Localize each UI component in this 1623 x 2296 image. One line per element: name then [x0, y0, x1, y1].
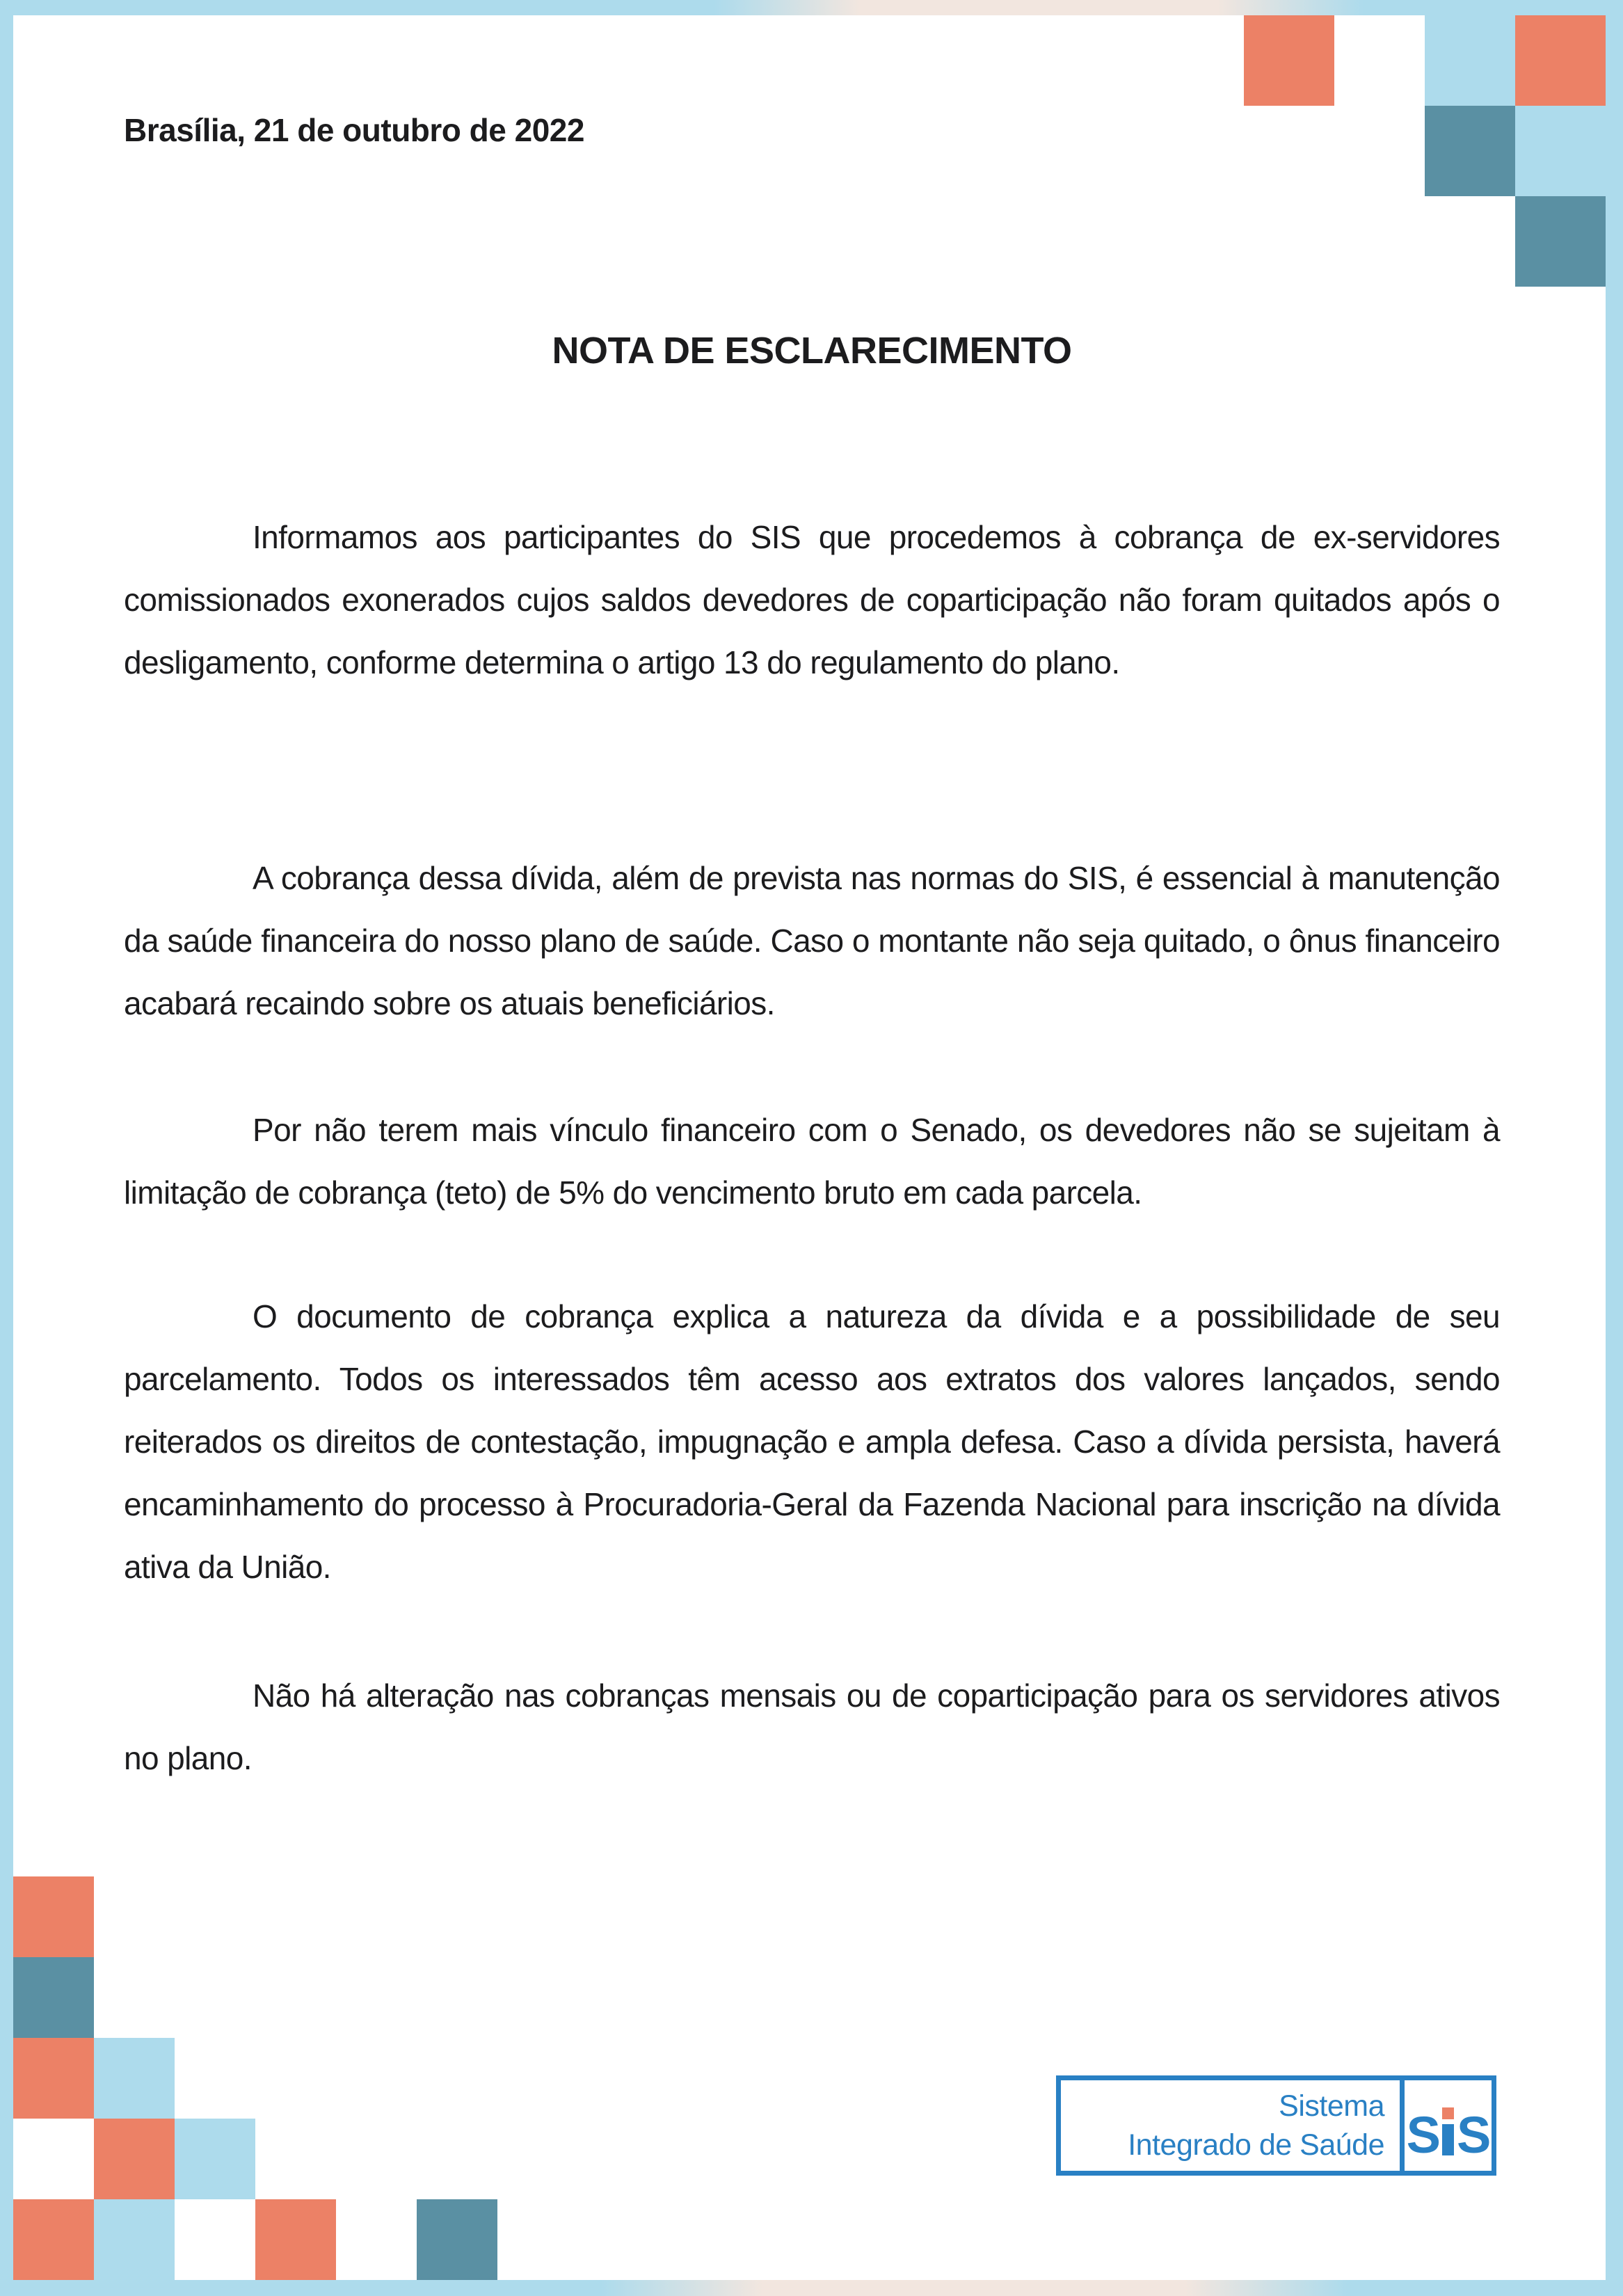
logo-divider [1400, 2080, 1405, 2171]
paragraph-5: Não há alteração nas cobranças mensais ou de coparticipação para os servidores ativos no plano. [124, 1677, 1500, 1776]
page-border-top [0, 0, 1623, 15]
page-title: NOTA DE ESCLARECIMENTO [552, 330, 1072, 372]
decor-square-light_blue [1425, 15, 1515, 106]
decor-square-orange [1515, 15, 1606, 106]
paragraph-2: A cobrança dessa dívida, além de prevista nas normas do SIS, é essencial à manutenção da saúde financeira do nosso plano de saúde. Caso o montante não seja quitado, o ônus financeiro acabará recaindo sobre os atuais beneficiários. [124, 860, 1500, 1021]
decor-square-teal [1425, 106, 1515, 196]
decor-square-light_blue [1515, 106, 1606, 196]
sis-i-glyph [1442, 2107, 1454, 2155]
logo-brand-text [1061, 2080, 1400, 2171]
decor-square-orange [1244, 15, 1334, 106]
sis-logo [1056, 2075, 1496, 2176]
logo-brand-line2: Integrado de Saúde [1128, 2128, 1384, 2162]
decor-square-light_blue [175, 2119, 255, 2199]
decor-square-orange [13, 2038, 94, 2119]
decor-square-orange [255, 2199, 336, 2280]
sis-letter-s-left: S [1406, 2106, 1439, 2165]
paragraph-1: Informamos aos participantes do SIS que procedemos à cobrança de ex-servidores comissionados exonerados cujos saldos devedores de coparticipação não foram quitados após o desligamento, conforme determina o artigo 13 do regulamento do plano. [124, 519, 1500, 680]
sis-letter-s-right: S [1457, 2106, 1490, 2165]
date-line: Brasília, 21 de outubro de 2022 [124, 112, 584, 148]
logo-brand-line1: Sistema [1279, 2089, 1384, 2123]
decor-squares-top-right [1244, 15, 1606, 287]
page-border-left [0, 0, 13, 2296]
sis-acronym [1405, 2080, 1492, 2171]
decor-square-light_blue [94, 2199, 175, 2280]
decor-square-teal [1515, 196, 1606, 287]
sis-i-stem [1442, 2124, 1454, 2155]
decor-squares-bottom-left [13, 1876, 497, 2280]
decor-square-teal [13, 1957, 94, 2038]
sis-i-dot-orange [1442, 2107, 1454, 2119]
decor-square-teal [417, 2199, 497, 2280]
decor-square-orange [13, 2199, 94, 2280]
decor-square-light_blue [94, 2038, 175, 2119]
decor-square-orange [94, 2119, 175, 2199]
page-border-right [1606, 0, 1623, 2296]
page-border-bottom [0, 2280, 1623, 2296]
decor-square-orange [13, 1876, 94, 1957]
paragraph-3: Por não terem mais vínculo financeiro com o Senado, os devedores não se sujeitam à limitação de cobrança (teto) de 5% do vencimento bruto em cada parcela. [124, 1112, 1500, 1211]
paragraph-4: O documento de cobrança explica a natureza da dívida e a possibilidade de seu parcelamento. Todos os interessados têm acesso aos extratos dos valores lançados, sendo reiterados os direitos de contestação, impugnação e ampla defesa. Caso a dívida persista, haverá encaminhamento do processo à Procuradoria-Geral da Fazenda Nacional para inscrição na dívida ativa da União. [124, 1298, 1500, 1585]
